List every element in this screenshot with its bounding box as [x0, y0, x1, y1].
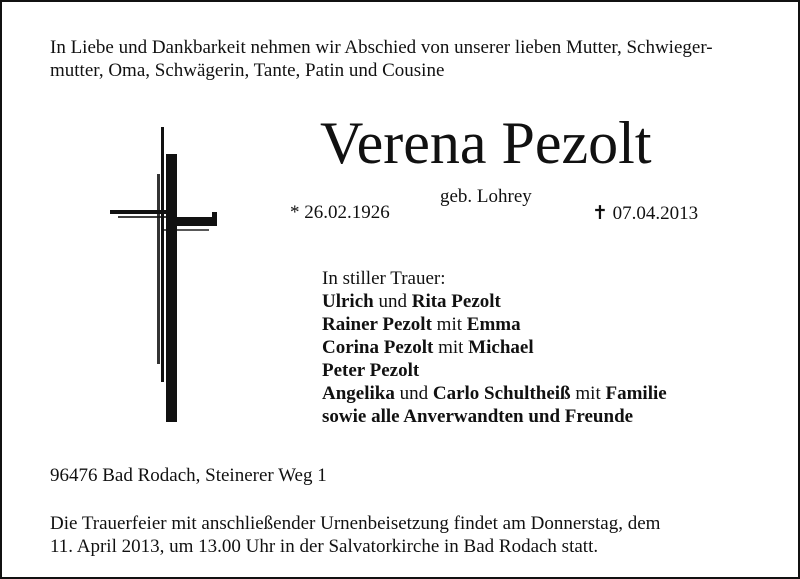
- service-line-2: 11. April 2013, um 13.00 Uhr in der Salvatorkirche in Bad Rodach statt.: [50, 536, 599, 557]
- mourner-name: Ulrich: [322, 291, 374, 312]
- mourner-name: Rita Pezolt: [411, 291, 501, 312]
- cross-icon: [106, 124, 221, 426]
- mourner-line: [322, 382, 667, 405]
- mourner-name: Angelika: [322, 383, 395, 404]
- mourner-name: Corina Pezolt: [322, 337, 434, 358]
- mourners-heading: In stiller Trauer:: [322, 268, 446, 289]
- birth-date: * 26.02.1926: [290, 202, 390, 223]
- deceased-name: Verena Pezolt: [320, 110, 652, 176]
- mourner-joiner: und: [394, 383, 433, 404]
- mourner-line: [322, 290, 667, 313]
- address: 96476 Bad Rodach, Steinerer Weg 1: [50, 465, 327, 486]
- mourner-name: Rainer Pezolt: [322, 314, 432, 335]
- mourner-line: [322, 405, 667, 428]
- mourner-name: Emma: [466, 314, 521, 335]
- mourners-list: [322, 267, 667, 428]
- mourner-joiner: mit: [570, 383, 606, 404]
- funeral-service-info: [50, 512, 660, 558]
- death-date: 07.04.2013: [612, 203, 699, 224]
- death-date-block: [592, 202, 698, 225]
- intro-text: [50, 36, 770, 82]
- mourner-line: [322, 359, 667, 382]
- maiden-name: geb. Lohrey: [440, 186, 532, 207]
- mourner-joiner: und: [373, 291, 412, 312]
- death-cross-icon: ✝: [592, 203, 608, 224]
- mourner-name: Michael: [468, 337, 534, 358]
- mourner-joiner: mit: [431, 314, 467, 335]
- mourner-closing: sowie alle Anverwandten und Freunde: [322, 406, 634, 427]
- service-line-1: Die Trauerfeier mit anschließender Urnenbeisetzung findet am Donnerstag, dem: [50, 513, 661, 534]
- intro-line-2: mutter, Oma, Schwägerin, Tante, Patin und Cousine: [50, 60, 445, 81]
- intro-line-1: In Liebe und Dankbarkeit nehmen wir Abschied von unserer lieben Mutter, Schwieger-: [50, 37, 713, 58]
- mourner-name: Familie: [605, 383, 667, 404]
- mourner-name: Peter Pezolt: [322, 360, 420, 381]
- mourner-line: [322, 313, 667, 336]
- mourner-joiner: mit: [433, 337, 469, 358]
- mourner-line: [322, 336, 667, 359]
- mourner-name: Carlo Schultheiß: [432, 383, 571, 404]
